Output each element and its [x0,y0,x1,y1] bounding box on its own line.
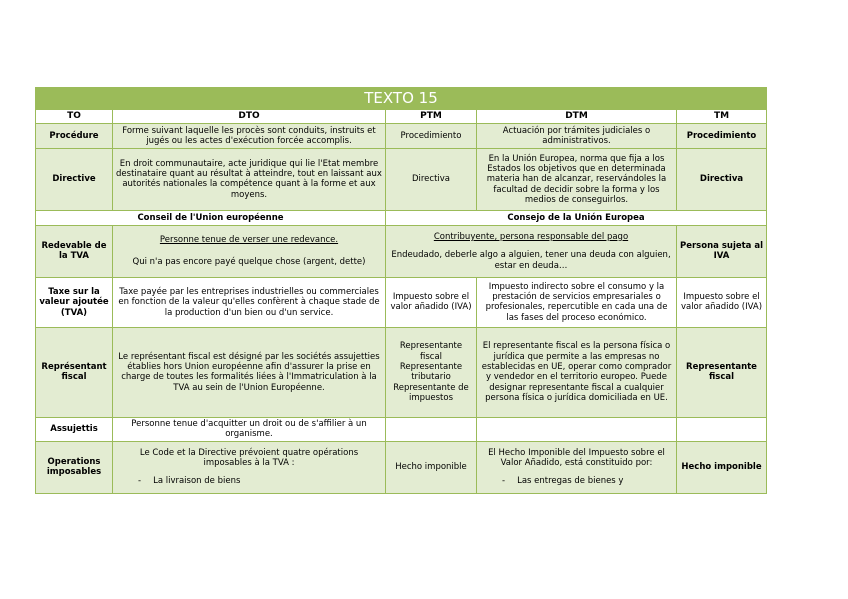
header-ptm: PTM [386,110,477,124]
bullet-item: - Las entregas de bienes y [480,476,673,486]
definition-es-line: Endeudado, deberle algo a alguien, tener una deuda con alguien, estar en deuda… [391,250,671,271]
definition-fr [113,441,386,493]
term-es: Hecho imponible [677,441,767,493]
translation [386,417,477,441]
definition-es: Actuación por trámites judiciales o administrativos. [477,123,677,148]
definition-es-line: El Hecho Imponible del Impuesto sobre el Valor Añadido, está constituido por: [488,447,665,468]
term-es: Representante fiscal [677,327,767,417]
translation: Hecho imponible [386,441,477,493]
definition-es: Impuesto indirecto sobre el consumo y la prestación de servicios empresariales o profesionales, repercutible en cada una de las fases del proceso económico. [477,277,677,327]
definition-fr-line: Le Code et la Directive prévoient quatre opérations imposables à la TVA : [139,447,359,468]
definition-fr-line: Qui n'a pas encore payé quelque chose (argent, dette) [132,257,366,268]
definition-es: En la Unión Europea, norma que fija a los Estados los objetivos que en determinada materia han de alcanzar, reservándoles la facultad de decidir sobre la forma y los medios de conseguirlos. [477,148,677,210]
term-fr: Operations imposables [36,441,113,493]
source-fr: Conseil de l'Union européenne [36,210,386,225]
row-source [36,210,767,225]
row-taxe [36,277,767,327]
bullet-item: - La livraison de biens [116,476,382,486]
definition-es-line: Contribuyente, persona responsable del pago [433,231,629,242]
row-assujettis [36,417,767,441]
row-redevable [36,225,767,277]
definition-fr: Personne tenue d'acquitter un droit ou de s'affilier à un organisme. [113,417,386,441]
term-es: Procedimiento [677,123,767,148]
definition-es [386,225,677,277]
term-es: Impuesto sobre el valor añadido (IVA) [677,277,767,327]
translation: Procedimiento [386,123,477,148]
row-representant [36,327,767,417]
header-to: TO [36,110,113,124]
definition-fr: Forme suivant laquelle les procès sont conduits, instruits et jugés ou les actes d'exécution forcée accomplis. [113,123,386,148]
term-fr: Représentant fiscal [36,327,113,417]
table-title: TEXTO 15 [36,88,767,110]
term-es: Directiva [677,148,767,210]
term-fr: Assujettis [36,417,113,441]
term-fr: Procédure [36,123,113,148]
terminology-table [35,87,767,494]
definition-fr: Taxe payée par les entreprises industrielles ou commerciales en fonction de la valeur qu'elles confèrent à chaque stade de la production d'un bien ou d'un service. [113,277,386,327]
definition-es [477,441,677,493]
term-fr: Taxe sur la valeur ajoutée (TVA) [36,277,113,327]
row-operations [36,441,767,493]
header-tm: TM [677,110,767,124]
row-directive [36,148,767,210]
definition-fr: En droit communautaire, acte juridique qui lie l'Etat membre destinataire quant au résultat à atteindre, tout en laissant aux autorités nationales la compétence quant à la forme et aux moyens. [113,148,386,210]
translation: Impuesto sobre el valor añadido (IVA) [386,277,477,327]
header-dto: DTO [113,110,386,124]
definition-fr-line: Personne tenue de verser une redevance. [159,235,339,246]
translation-line: Representante fiscal [399,341,463,362]
source-es: Consejo de la Unión Europea [386,210,767,225]
term-es [677,417,767,441]
term-fr: Redevable de la TVA [36,225,113,277]
translation: Directiva [386,148,477,210]
translation-line: Representante de impuestos [393,382,469,404]
header-dtm: DTM [477,110,677,124]
term-fr: Directive [36,148,113,210]
term-es: Persona sujeta al IVA [677,225,767,277]
row-procedure [36,123,767,148]
definition-es [477,417,677,441]
translation-line: Representante tributario [399,362,463,383]
definition-es: El representante fiscal es la persona física o jurídica que permite a las empresas no establecidas en UE, operar como comprador y vendedor en el territorio europeo. Puede designar representante fiscal a cualquier persona física o jurídica domiciliada en UE. [477,327,677,417]
definition-fr [113,225,386,277]
definition-fr: Le représentant fiscal est désigné par les sociétés assujetties établies hors Union européenne afin d'assurer la prise en charge de toutes les formalités liées à l'Immatriculation à la TVA au sein de l'Union Européenne. [113,327,386,417]
translation [386,327,477,417]
